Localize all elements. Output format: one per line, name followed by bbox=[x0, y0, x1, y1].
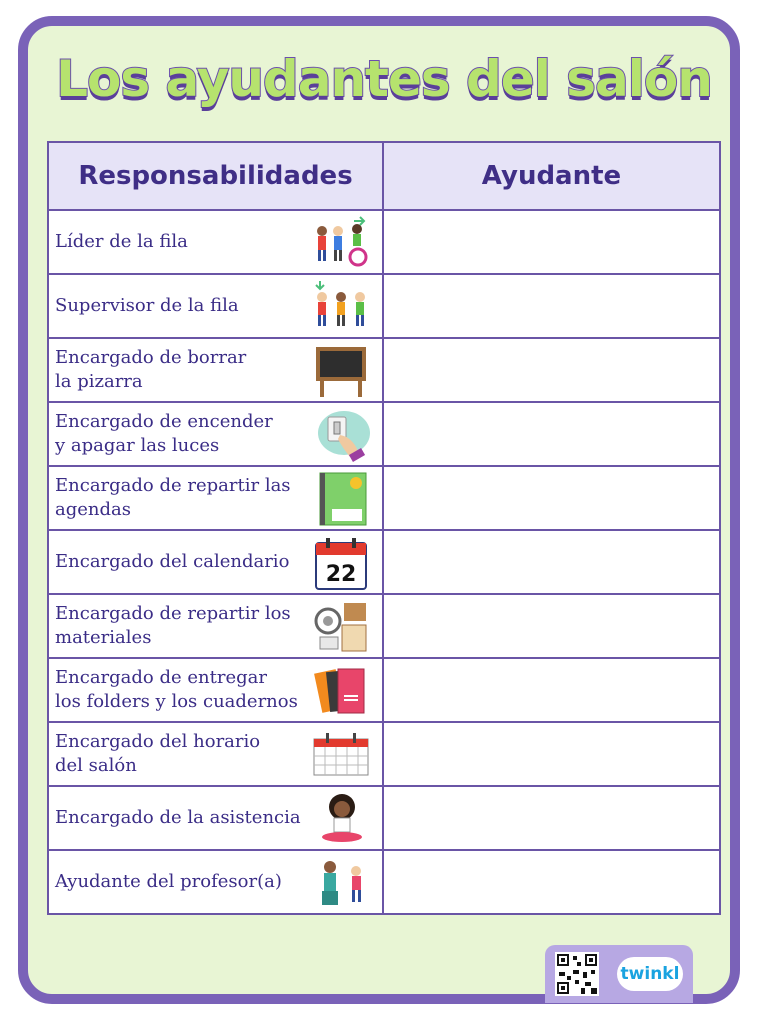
line-leader-kids-icon bbox=[312, 215, 370, 271]
table-row bbox=[48, 594, 720, 658]
helper-cell[interactable] bbox=[383, 722, 720, 786]
timetable-icon bbox=[312, 727, 370, 783]
helper-cell[interactable] bbox=[383, 210, 720, 274]
helper-cell[interactable] bbox=[383, 850, 720, 914]
responsibility-cell bbox=[48, 338, 383, 402]
responsibility-label: Encargado de la asistencia bbox=[55, 807, 301, 828]
table-row bbox=[48, 274, 720, 338]
responsibility-label: Encargado de encender y apagar las luces bbox=[55, 411, 273, 456]
school-supplies-icon bbox=[312, 599, 370, 655]
responsibility-cell bbox=[48, 466, 383, 530]
responsibility-label: Ayudante del profesor(a) bbox=[55, 871, 282, 892]
table-row bbox=[48, 722, 720, 786]
responsibility-label: Encargado de repartir los materiales bbox=[55, 603, 291, 648]
helper-cell[interactable] bbox=[383, 658, 720, 722]
table-row bbox=[48, 786, 720, 850]
responsibility-label: Encargado de entregar los folders y los cuadernos bbox=[55, 667, 298, 712]
calendar-icon bbox=[312, 535, 370, 591]
table-row bbox=[48, 210, 720, 274]
helpers-table bbox=[47, 141, 721, 915]
brand-badge bbox=[545, 945, 693, 1003]
header-helper: Ayudante bbox=[383, 142, 720, 210]
attendance-child-icon bbox=[312, 791, 370, 847]
table-row bbox=[48, 530, 720, 594]
helper-cell[interactable] bbox=[383, 402, 720, 466]
responsibility-cell bbox=[48, 402, 383, 466]
twinkl-logo[interactable]: twinkl bbox=[617, 957, 683, 991]
responsibility-cell bbox=[48, 210, 383, 274]
helper-cell[interactable] bbox=[383, 466, 720, 530]
responsibility-label: Encargado del calendario bbox=[55, 551, 290, 572]
responsibility-label: Encargado de borrar la pizarra bbox=[55, 347, 247, 392]
helper-cell[interactable] bbox=[383, 530, 720, 594]
agenda-notebook-icon bbox=[312, 471, 370, 527]
header-responsibilities: Responsabilidades bbox=[48, 142, 383, 210]
responsibility-label: Encargado del horario del salón bbox=[55, 731, 261, 776]
responsibility-label: Encargado de repartir las agendas bbox=[55, 475, 291, 520]
light-switch-icon bbox=[312, 407, 370, 463]
table-row bbox=[48, 402, 720, 466]
responsibility-cell bbox=[48, 594, 383, 658]
table-row bbox=[48, 466, 720, 530]
table-row bbox=[48, 850, 720, 914]
responsibility-label: Supervisor de la fila bbox=[55, 295, 239, 316]
responsibility-cell bbox=[48, 274, 383, 338]
responsibility-cell bbox=[48, 722, 383, 786]
teacher-helper-icon bbox=[312, 855, 370, 911]
table-header-row bbox=[48, 142, 720, 210]
qr-code-icon bbox=[555, 952, 599, 996]
responsibility-cell bbox=[48, 786, 383, 850]
responsibility-cell bbox=[48, 530, 383, 594]
table-row bbox=[48, 338, 720, 402]
chalkboard-icon bbox=[312, 343, 370, 399]
helper-cell[interactable] bbox=[383, 594, 720, 658]
helper-cell[interactable] bbox=[383, 338, 720, 402]
calendar-day: 22 bbox=[325, 562, 357, 587]
page-title: Los ayudantes del salón bbox=[56, 50, 712, 108]
helper-cell[interactable] bbox=[383, 274, 720, 338]
helper-cell[interactable] bbox=[383, 786, 720, 850]
responsibility-label: Líder de la fila bbox=[55, 231, 188, 252]
responsibility-cell bbox=[48, 658, 383, 722]
folders-icon bbox=[312, 663, 370, 719]
table-row bbox=[48, 658, 720, 722]
line-supervisor-kids-icon bbox=[312, 279, 370, 335]
responsibility-cell bbox=[48, 850, 383, 914]
